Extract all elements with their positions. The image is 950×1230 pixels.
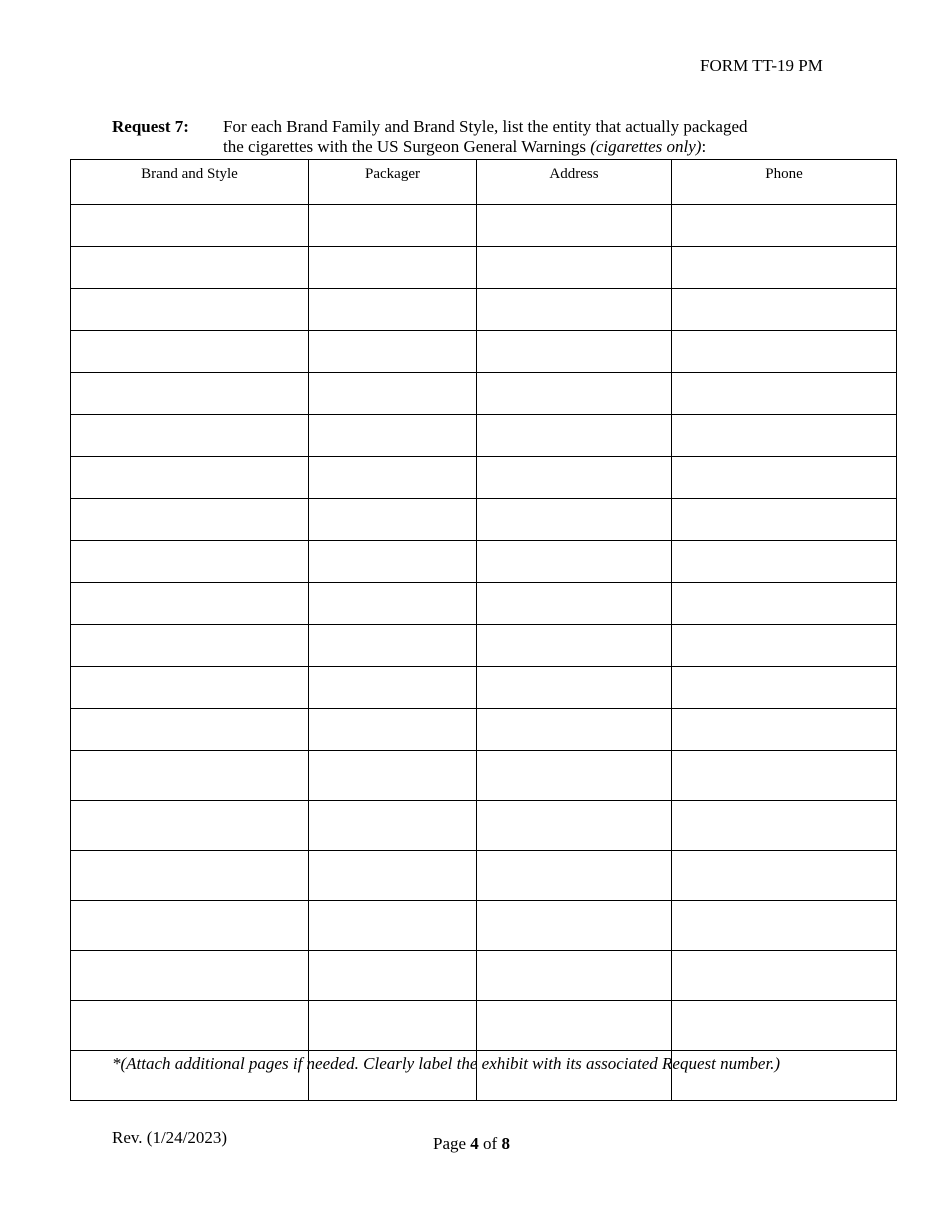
packager-cell[interactable] bbox=[309, 415, 477, 457]
address-cell[interactable] bbox=[477, 247, 672, 289]
packager-table bbox=[70, 159, 897, 1101]
phone-cell[interactable] bbox=[672, 667, 897, 709]
packager-cell[interactable] bbox=[309, 499, 477, 541]
column-header-packager: Packager bbox=[309, 160, 477, 205]
packager-cell[interactable] bbox=[309, 901, 477, 951]
address-cell[interactable] bbox=[477, 751, 672, 801]
address-cell[interactable] bbox=[477, 851, 672, 901]
table-row bbox=[71, 625, 897, 667]
phone-cell[interactable] bbox=[672, 457, 897, 499]
request-instructions bbox=[223, 117, 748, 157]
packager-cell[interactable] bbox=[309, 583, 477, 625]
phone-cell[interactable] bbox=[672, 583, 897, 625]
table-row bbox=[71, 901, 897, 951]
table-row bbox=[71, 851, 897, 901]
table-row bbox=[71, 415, 897, 457]
page-total: 8 bbox=[501, 1134, 510, 1153]
phone-cell[interactable] bbox=[672, 951, 897, 1001]
request-line-2-text: the cigarettes with the US Surgeon General Warnings bbox=[223, 137, 591, 156]
column-header-address: Address bbox=[477, 160, 672, 205]
brand-and-style-cell[interactable] bbox=[71, 289, 309, 331]
address-cell[interactable] bbox=[477, 625, 672, 667]
request-line-2-end: : bbox=[701, 137, 707, 156]
address-cell[interactable] bbox=[477, 541, 672, 583]
table-row bbox=[71, 373, 897, 415]
brand-and-style-cell[interactable] bbox=[71, 373, 309, 415]
request-line-2 bbox=[223, 137, 748, 157]
brand-and-style-cell[interactable] bbox=[71, 1001, 309, 1051]
address-cell[interactable] bbox=[477, 583, 672, 625]
phone-cell[interactable] bbox=[672, 499, 897, 541]
packager-cell[interactable] bbox=[309, 1001, 477, 1051]
brand-and-style-cell[interactable] bbox=[71, 499, 309, 541]
packager-cell[interactable] bbox=[309, 751, 477, 801]
address-cell[interactable] bbox=[477, 205, 672, 247]
phone-cell[interactable] bbox=[672, 541, 897, 583]
table-row bbox=[71, 247, 897, 289]
table-row bbox=[71, 541, 897, 583]
brand-and-style-cell[interactable] bbox=[71, 801, 309, 851]
brand-and-style-cell[interactable] bbox=[71, 709, 309, 751]
table-row bbox=[71, 331, 897, 373]
address-cell[interactable] bbox=[477, 951, 672, 1001]
form-id: FORM TT-19 PM bbox=[700, 56, 823, 75]
address-cell[interactable] bbox=[477, 499, 672, 541]
packager-cell[interactable] bbox=[309, 247, 477, 289]
phone-cell[interactable] bbox=[672, 205, 897, 247]
page-number bbox=[433, 1134, 510, 1154]
table-row bbox=[71, 1001, 897, 1051]
address-cell[interactable] bbox=[477, 457, 672, 499]
brand-and-style-cell[interactable] bbox=[71, 951, 309, 1001]
table-header-row bbox=[71, 160, 897, 205]
packager-cell[interactable] bbox=[309, 289, 477, 331]
page-of: of bbox=[478, 1134, 502, 1153]
phone-cell[interactable] bbox=[672, 247, 897, 289]
address-cell[interactable] bbox=[477, 667, 672, 709]
address-cell[interactable] bbox=[477, 331, 672, 373]
table-row bbox=[71, 709, 897, 751]
request-line-1: For each Brand Family and Brand Style, list the entity that actually packaged bbox=[223, 117, 748, 136]
brand-and-style-cell[interactable] bbox=[71, 751, 309, 801]
phone-cell[interactable] bbox=[672, 709, 897, 751]
address-cell[interactable] bbox=[477, 373, 672, 415]
brand-and-style-cell[interactable] bbox=[71, 583, 309, 625]
table-body bbox=[71, 205, 897, 1101]
table-row bbox=[71, 751, 897, 801]
brand-and-style-cell[interactable] bbox=[71, 625, 309, 667]
phone-cell[interactable] bbox=[672, 851, 897, 901]
packager-cell[interactable] bbox=[309, 667, 477, 709]
phone-cell[interactable] bbox=[672, 901, 897, 951]
address-cell[interactable] bbox=[477, 901, 672, 951]
address-cell[interactable] bbox=[477, 289, 672, 331]
table-row bbox=[71, 289, 897, 331]
packager-cell[interactable] bbox=[309, 951, 477, 1001]
address-cell[interactable] bbox=[477, 709, 672, 751]
packager-cell[interactable] bbox=[309, 709, 477, 751]
brand-and-style-cell[interactable] bbox=[71, 415, 309, 457]
brand-and-style-cell[interactable] bbox=[71, 247, 309, 289]
address-cell[interactable] bbox=[477, 415, 672, 457]
attachment-note: *(Attach additional pages if needed. Clearly label the exhibit with its associated Request number.) bbox=[112, 1054, 781, 1073]
packager-cell[interactable] bbox=[309, 541, 477, 583]
packager-cell[interactable] bbox=[309, 205, 477, 247]
phone-cell[interactable] bbox=[672, 415, 897, 457]
table-row bbox=[71, 457, 897, 499]
table-row bbox=[71, 499, 897, 541]
column-header-brand-and-style: Brand and Style bbox=[71, 160, 309, 205]
packager-cell[interactable] bbox=[309, 331, 477, 373]
page-current: 4 bbox=[470, 1134, 479, 1153]
table-row bbox=[71, 667, 897, 709]
phone-cell[interactable] bbox=[672, 625, 897, 667]
request-qualifier: (cigarettes only) bbox=[590, 137, 702, 156]
table-row bbox=[71, 583, 897, 625]
brand-and-style-cell[interactable] bbox=[71, 205, 309, 247]
phone-cell[interactable] bbox=[672, 751, 897, 801]
packager-cell[interactable] bbox=[309, 457, 477, 499]
phone-cell[interactable] bbox=[672, 801, 897, 851]
brand-and-style-cell[interactable] bbox=[71, 851, 309, 901]
table-row bbox=[71, 801, 897, 851]
packager-cell[interactable] bbox=[309, 625, 477, 667]
request-label: Request 7: bbox=[112, 117, 189, 136]
phone-cell[interactable] bbox=[672, 331, 897, 373]
brand-and-style-cell[interactable] bbox=[71, 457, 309, 499]
column-header-phone: Phone bbox=[672, 160, 897, 205]
packager-cell[interactable] bbox=[309, 801, 477, 851]
phone-cell[interactable] bbox=[672, 373, 897, 415]
packager-cell[interactable] bbox=[309, 373, 477, 415]
brand-and-style-cell[interactable] bbox=[71, 667, 309, 709]
address-cell[interactable] bbox=[477, 801, 672, 851]
page-prefix: Page bbox=[433, 1134, 471, 1153]
address-cell[interactable] bbox=[477, 1001, 672, 1051]
revision-date: Rev. (1/24/2023) bbox=[112, 1128, 228, 1147]
phone-cell[interactable] bbox=[672, 1001, 897, 1051]
brand-and-style-cell[interactable] bbox=[71, 331, 309, 373]
brand-and-style-cell[interactable] bbox=[71, 541, 309, 583]
packager-cell[interactable] bbox=[309, 851, 477, 901]
table-row bbox=[71, 951, 897, 1001]
phone-cell[interactable] bbox=[672, 289, 897, 331]
table-row bbox=[71, 205, 897, 247]
brand-and-style-cell[interactable] bbox=[71, 901, 309, 951]
